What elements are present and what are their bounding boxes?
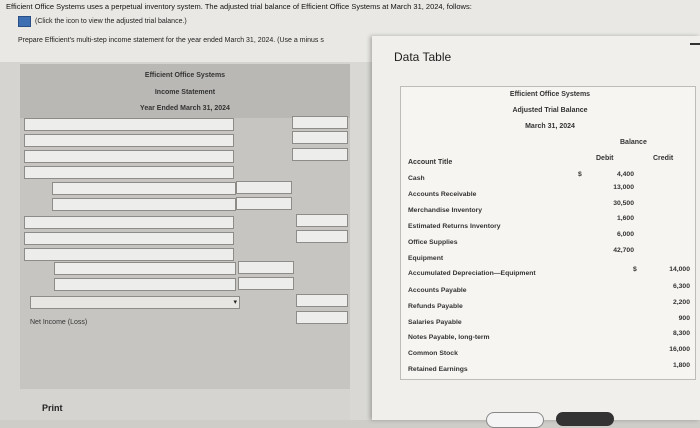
- debit-cell: 13,000: [613, 184, 634, 191]
- table-row: [408, 215, 694, 237]
- account-field[interactable]: [24, 216, 234, 229]
- table-row: [408, 200, 694, 221]
- debit-cell: 30,500: [613, 200, 634, 207]
- is-period: Year Ended March 31, 2024: [140, 105, 230, 112]
- table-icon[interactable]: [18, 16, 31, 27]
- account-field[interactable]: [24, 150, 234, 163]
- table-row: [408, 184, 694, 205]
- account-field[interactable]: [24, 232, 234, 245]
- account-cell: Retained Earnings: [408, 366, 468, 373]
- account-cell: Office Supplies: [408, 239, 458, 246]
- divider: [350, 62, 372, 420]
- account-cell: Accounts Payable: [408, 287, 467, 294]
- account-cell: Merchandise Inventory: [408, 207, 483, 214]
- account-cell: Salaries Payable: [408, 319, 462, 326]
- account-field[interactable]: [54, 262, 236, 275]
- debit-cell: 6,000: [616, 231, 634, 238]
- print-button[interactable]: Print: [42, 403, 63, 413]
- tb-title: Adjusted Trial Balance: [512, 107, 588, 114]
- print-table-button[interactable]: [486, 412, 544, 428]
- debit-sign-cell: $: [578, 171, 582, 178]
- dropdown-arrow-icon: ▾: [233, 299, 237, 306]
- amount-field[interactable]: [296, 294, 348, 307]
- amount-field[interactable]: [292, 148, 348, 161]
- net-income-label: Net Income (Loss): [30, 319, 88, 326]
- amount-field[interactable]: [292, 116, 348, 129]
- credit-cell: 16,000: [669, 346, 690, 353]
- account-cell: Cash: [408, 175, 425, 182]
- account-dropdown[interactable]: [30, 296, 240, 309]
- is-company: Efficient Office Systems: [144, 72, 226, 79]
- credit-cell: 14,000: [669, 266, 690, 273]
- income-statement-header: [20, 64, 350, 118]
- account-cell: Notes Payable, long-term: [408, 334, 490, 341]
- account-cell: Refunds Payable: [408, 303, 463, 310]
- table-row: [408, 266, 694, 284]
- click-note: (Click the icon to view the adjusted trial balance.): [35, 18, 187, 25]
- balance-header: Balance: [620, 139, 647, 146]
- amount-field[interactable]: [238, 261, 294, 274]
- done-button[interactable]: [556, 412, 614, 426]
- account-field[interactable]: [24, 166, 234, 179]
- account-field[interactable]: [54, 278, 236, 291]
- account-cell: Accounts Receivable: [408, 191, 477, 198]
- amount-field[interactable]: [236, 181, 292, 194]
- account-field[interactable]: [24, 134, 234, 147]
- table-row: [408, 362, 694, 380]
- table-row: [408, 231, 694, 253]
- credit-sign-cell: $: [633, 266, 637, 273]
- account-cell: Common Stock: [408, 350, 458, 357]
- account-field[interactable]: [24, 248, 234, 261]
- trial-balance-link[interactable]: [18, 16, 187, 27]
- account-field[interactable]: [24, 118, 234, 131]
- credit-cell: 1,800: [672, 362, 690, 369]
- net-income-amount-field[interactable]: [296, 311, 348, 324]
- credit-header: Credit: [653, 155, 674, 162]
- amount-field[interactable]: [238, 277, 294, 290]
- debit-cell: 4,400: [616, 171, 634, 178]
- account-cell: Equipment: [408, 255, 444, 262]
- credit-cell: 6,300: [672, 283, 690, 290]
- credit-cell: 8,300: [672, 330, 690, 337]
- debit-header: Debit: [596, 155, 614, 162]
- credit-cell: 2,200: [672, 299, 690, 306]
- minimize-icon[interactable]: [690, 43, 700, 45]
- account-cell: Accumulated Depreciation—Equipment: [408, 270, 536, 277]
- data-table-heading: Data Table: [394, 50, 452, 64]
- debit-cell: 1,600: [616, 215, 634, 222]
- table-row: [408, 171, 694, 189]
- amount-field[interactable]: [236, 197, 292, 210]
- tb-date: March 31, 2024: [525, 123, 575, 130]
- problem-intro: Efficient Office Systems uses a perpetual inventory system. The adjusted trial balance of Efficient Office Systems at March 31, 2024, follows:: [6, 2, 472, 11]
- account-title-header: Account Title: [408, 159, 453, 166]
- tb-company: Efficient Office Systems: [509, 91, 591, 98]
- debit-cell: 42,700: [613, 247, 634, 254]
- amount-field[interactable]: [296, 230, 348, 243]
- account-field[interactable]: [52, 182, 236, 195]
- amount-field[interactable]: [296, 214, 348, 227]
- amount-field[interactable]: [292, 131, 348, 144]
- is-title: Income Statement: [154, 89, 216, 96]
- account-cell: Estimated Returns Inventory: [408, 223, 501, 230]
- account-field[interactable]: [52, 198, 236, 211]
- problem-prompt: Prepare Efficient's multi-step income statement for the year ended March 31, 2024. (Use a minus s: [18, 37, 324, 44]
- credit-cell: 900: [678, 315, 690, 322]
